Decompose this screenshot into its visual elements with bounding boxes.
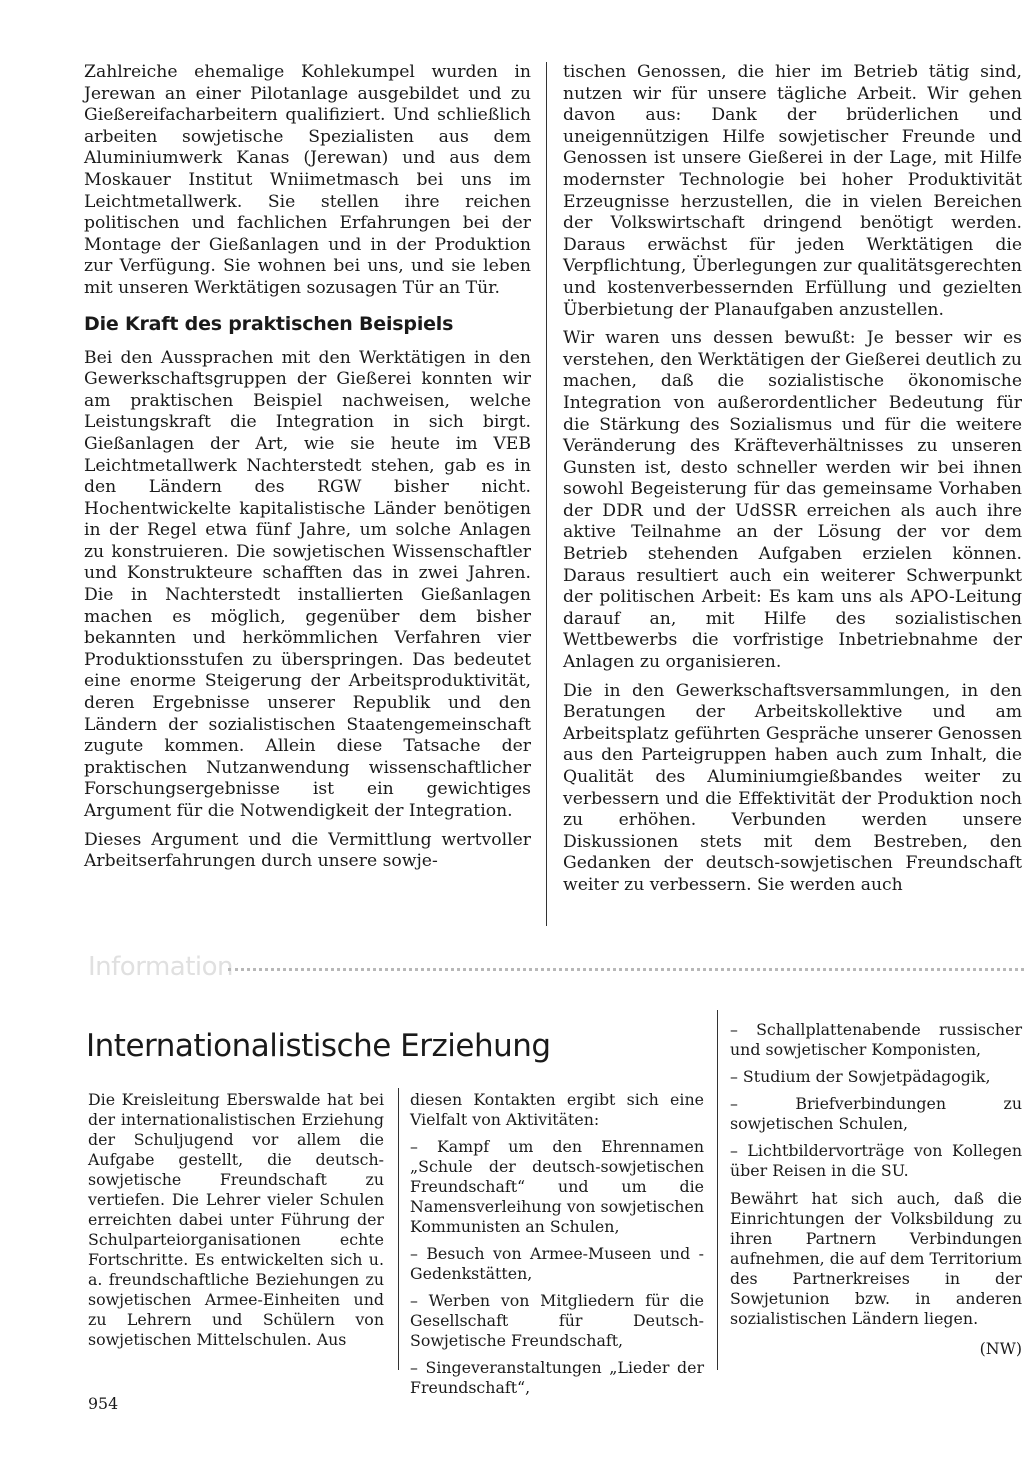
section-subheading: Die Kraft des praktischen Beispiels bbox=[84, 312, 454, 335]
list-item: – Briefverbindungen zu sowjetischen Schulen, bbox=[730, 1094, 1022, 1133]
list-item: – Lichtbildervorträge von Kollegen über Reisen in die SU. bbox=[730, 1141, 1022, 1180]
article-column-divider-1 bbox=[398, 1088, 399, 1370]
right-paragraph-2: Wir waren uns dessen bewußt: Je besser wir es verstehen, den Werktätigen der Gießerei deutlich zu machen, daß die sozialistische ökonomische Integration von außerordentlicher Bedeutung für die Stärkung des Sozialismus und für die weitere Veränderung des Kräfteverhältnisses zu unseren Gunsten ist, desto schneller werden wir bei ihnen sowohl Begeisterung für das gemeinsame Vorhaben der DDR und der UdSSR erreichen als auch ihre aktive Teilnahme an der Lösung der vor dem Betrieb stehenden Aufgaben erzielen können. Daraus resultiert auch ein weiterer Schwerpunkt der politischen Arbeit: Es kam uns als APO-Leitung darauf an, mit Hilfe des sozialistischen Wettbewerbs die vorfristige Inbetriebnahme der Anlagen zu organisieren. bbox=[563, 328, 1022, 673]
top-left-column bbox=[84, 62, 531, 932]
author-signature: (NW) bbox=[979, 1339, 1022, 1358]
right-paragraph-3: Die in den Gewerkschaftsversammlungen, in den Beratungen der Arbeitskollektive und am Arbeitsplatz geführten Gespräche unserer Genossen aus den Parteigruppen haben auch zum Inhalt, die Qualität des Aluminiumgießbandes weiter zu verbessern und die Effektivität der Produktion noch zu erhöhen. Verbunden werden unsere Diskussionen stets mit dem Bestreben, den Gedanken der deutsch-sowjetischen Freundschaft weiter zu verbessern. Sie werden auch bbox=[563, 680, 1022, 895]
article-column-2 bbox=[410, 1090, 704, 1397]
left-paragraph-3: Dieses Argument und die Vermittlung wertvoller Arbeitserfahrungen durch unsere sowje- bbox=[84, 829, 531, 872]
information-banner bbox=[88, 948, 1024, 988]
list-item: – Besuch von Armee-Museen und -Gedenkstätten, bbox=[410, 1244, 704, 1283]
information-dotted-rule bbox=[228, 968, 1024, 971]
list-item: – Singeveranstaltungen „Lieder der Freundschaft“, bbox=[410, 1358, 704, 1397]
left-paragraph-2: Bei den Aussprachen mit den Werktätigen in den Gewerkschaftsgruppen der Gießerei konnten wir am praktischen Beispiel nachweisen, welche Leistungskraft die Integration in sich birgt. Gießanlagen der Art, wie sie heute im VEB Leichtmetallwerk Nachterstedt stehen, gab es in den Ländern des RGW bisher nicht. Hochentwickelte kapitalistische Länder benötigen in der Regel etwa fünf Jahre, um solche Anlagen zu konstruieren. Die sowjetischen Wissenschaftler und Konstrukteure schafften das in zwei Jahren. Die in Nachterstedt installierten Gießanlagen machen es möglich, gegenüber dem bisher bekannten und herkömmlichen Verfahren vier Produktionsstufen zu überspringen. Das bedeutet eine enorme Steigerung der Arbeitsproduktivität, deren Ergebnisse unserer Republik und den Ländern der sozialistischen Staatengemeinschaft zugute kommen. Allein diese Tatsache der praktischen Nutzanwendung wissenschaftlicher Forschungsergebnisse ist ein gewichtiges Argument für die Notwendigkeit der Integration. bbox=[84, 347, 531, 821]
list-item: – Werben von Mitgliedern für die Gesellschaft für Deutsch-Sowjetische Freundschaft, bbox=[410, 1291, 704, 1350]
article-column-divider-2 bbox=[717, 1010, 718, 1370]
left-paragraph-1: Zahlreiche ehemalige Kohlekumpel wurden in Jerewan an einer Pilotanlage ausgebildet und zu Gießereifacharbeitern qualifiziert. Und schließlich arbeiten sowjetische Spezialisten aus dem Aluminiumwerk Kanas (Jerewan) und aus dem Moskauer Institut Wniimetmasch bei uns im Leichtmetallwerk. Sie stellen ihre reichen politischen und fachlichen Erfahrungen bei der Montage der Gießanlagen und in der Produktion zur Verfügung. Sie wohnen bei uns, und sie leben mit unseren Werktätigen sozusagen Tür an Tür. bbox=[84, 62, 531, 298]
article-col3-closing: Bewährt hat sich auch, daß die Einrichtungen der Volksbildung zu ihren Partnern Verbindungen aufnehmen, die auf dem Territorium des Partnerkreises in der Sowjetunion bzw. in anderen sozialistischen Ländern liegen. bbox=[730, 1189, 1022, 1328]
top-right-column bbox=[563, 62, 1022, 932]
article-col1-text: Die Kreisleitung Eberswalde hat bei der internationalistischen Erziehung der Schuljugend vor allem die Aufgabe gestellt, die deutsch-sowjetische Freundschaft zu vertiefen. Die Lehrer vieler Schulen erreichten dabei unter Führung der Schulparteiorganisationen echte Fortschritte. Es entwickelten sich u. a. freundschaftliche Beziehungen zu sowjetischen Armee-Einheiten und zu Lehrern und Schülern von sowjetischen Mittelschulen. Aus bbox=[88, 1090, 384, 1349]
list-item: – Kampf um den Ehrennamen „Schule der deutsch-sowjetischen Freundschaft“ und um die Namensverleihung von sowjetischen Kommunisten an Schulen, bbox=[410, 1137, 704, 1236]
article-column-3 bbox=[730, 1020, 1022, 1386]
list-item: – Studium der Sowjetpädagogik, bbox=[730, 1067, 991, 1086]
column-divider bbox=[546, 62, 547, 926]
article-col2-intro: diesen Kontakten ergibt sich eine Vielfalt von Aktivitäten: bbox=[410, 1090, 704, 1129]
right-paragraph-1: tischen Genossen, die hier im Betrieb tätig sind, nutzen wir für unsere tägliche Arbeit. Wir gehen davon aus: Dank der brüderlichen und uneigennützigen Hilfe sowjetischer Freunde und Genossen ist unsere Gießerei in der Lage, mit Hilfe modernster Technologie bei hoher Produktivität Erzeugnisse herzustellen, die in vielen Bereichen der Volkswirtschaft dringend benötigt werden. Daraus erwächst für jeden Werktätigen die Verpflichtung, Überlegungen zur qualitätsgerechten und kostenverbessernden Erfüllung und gezielten Überbietung der Planaufgaben anzustellen. bbox=[563, 62, 1022, 320]
page-number: 954 bbox=[88, 1394, 119, 1413]
list-item: – Schallplattenabende russischer und sowjetischer Komponisten, bbox=[730, 1020, 1022, 1059]
article-title: Internationalistische Erziehung bbox=[86, 1028, 551, 1064]
article-column-1 bbox=[88, 1090, 384, 1380]
information-label: Information bbox=[88, 952, 234, 982]
